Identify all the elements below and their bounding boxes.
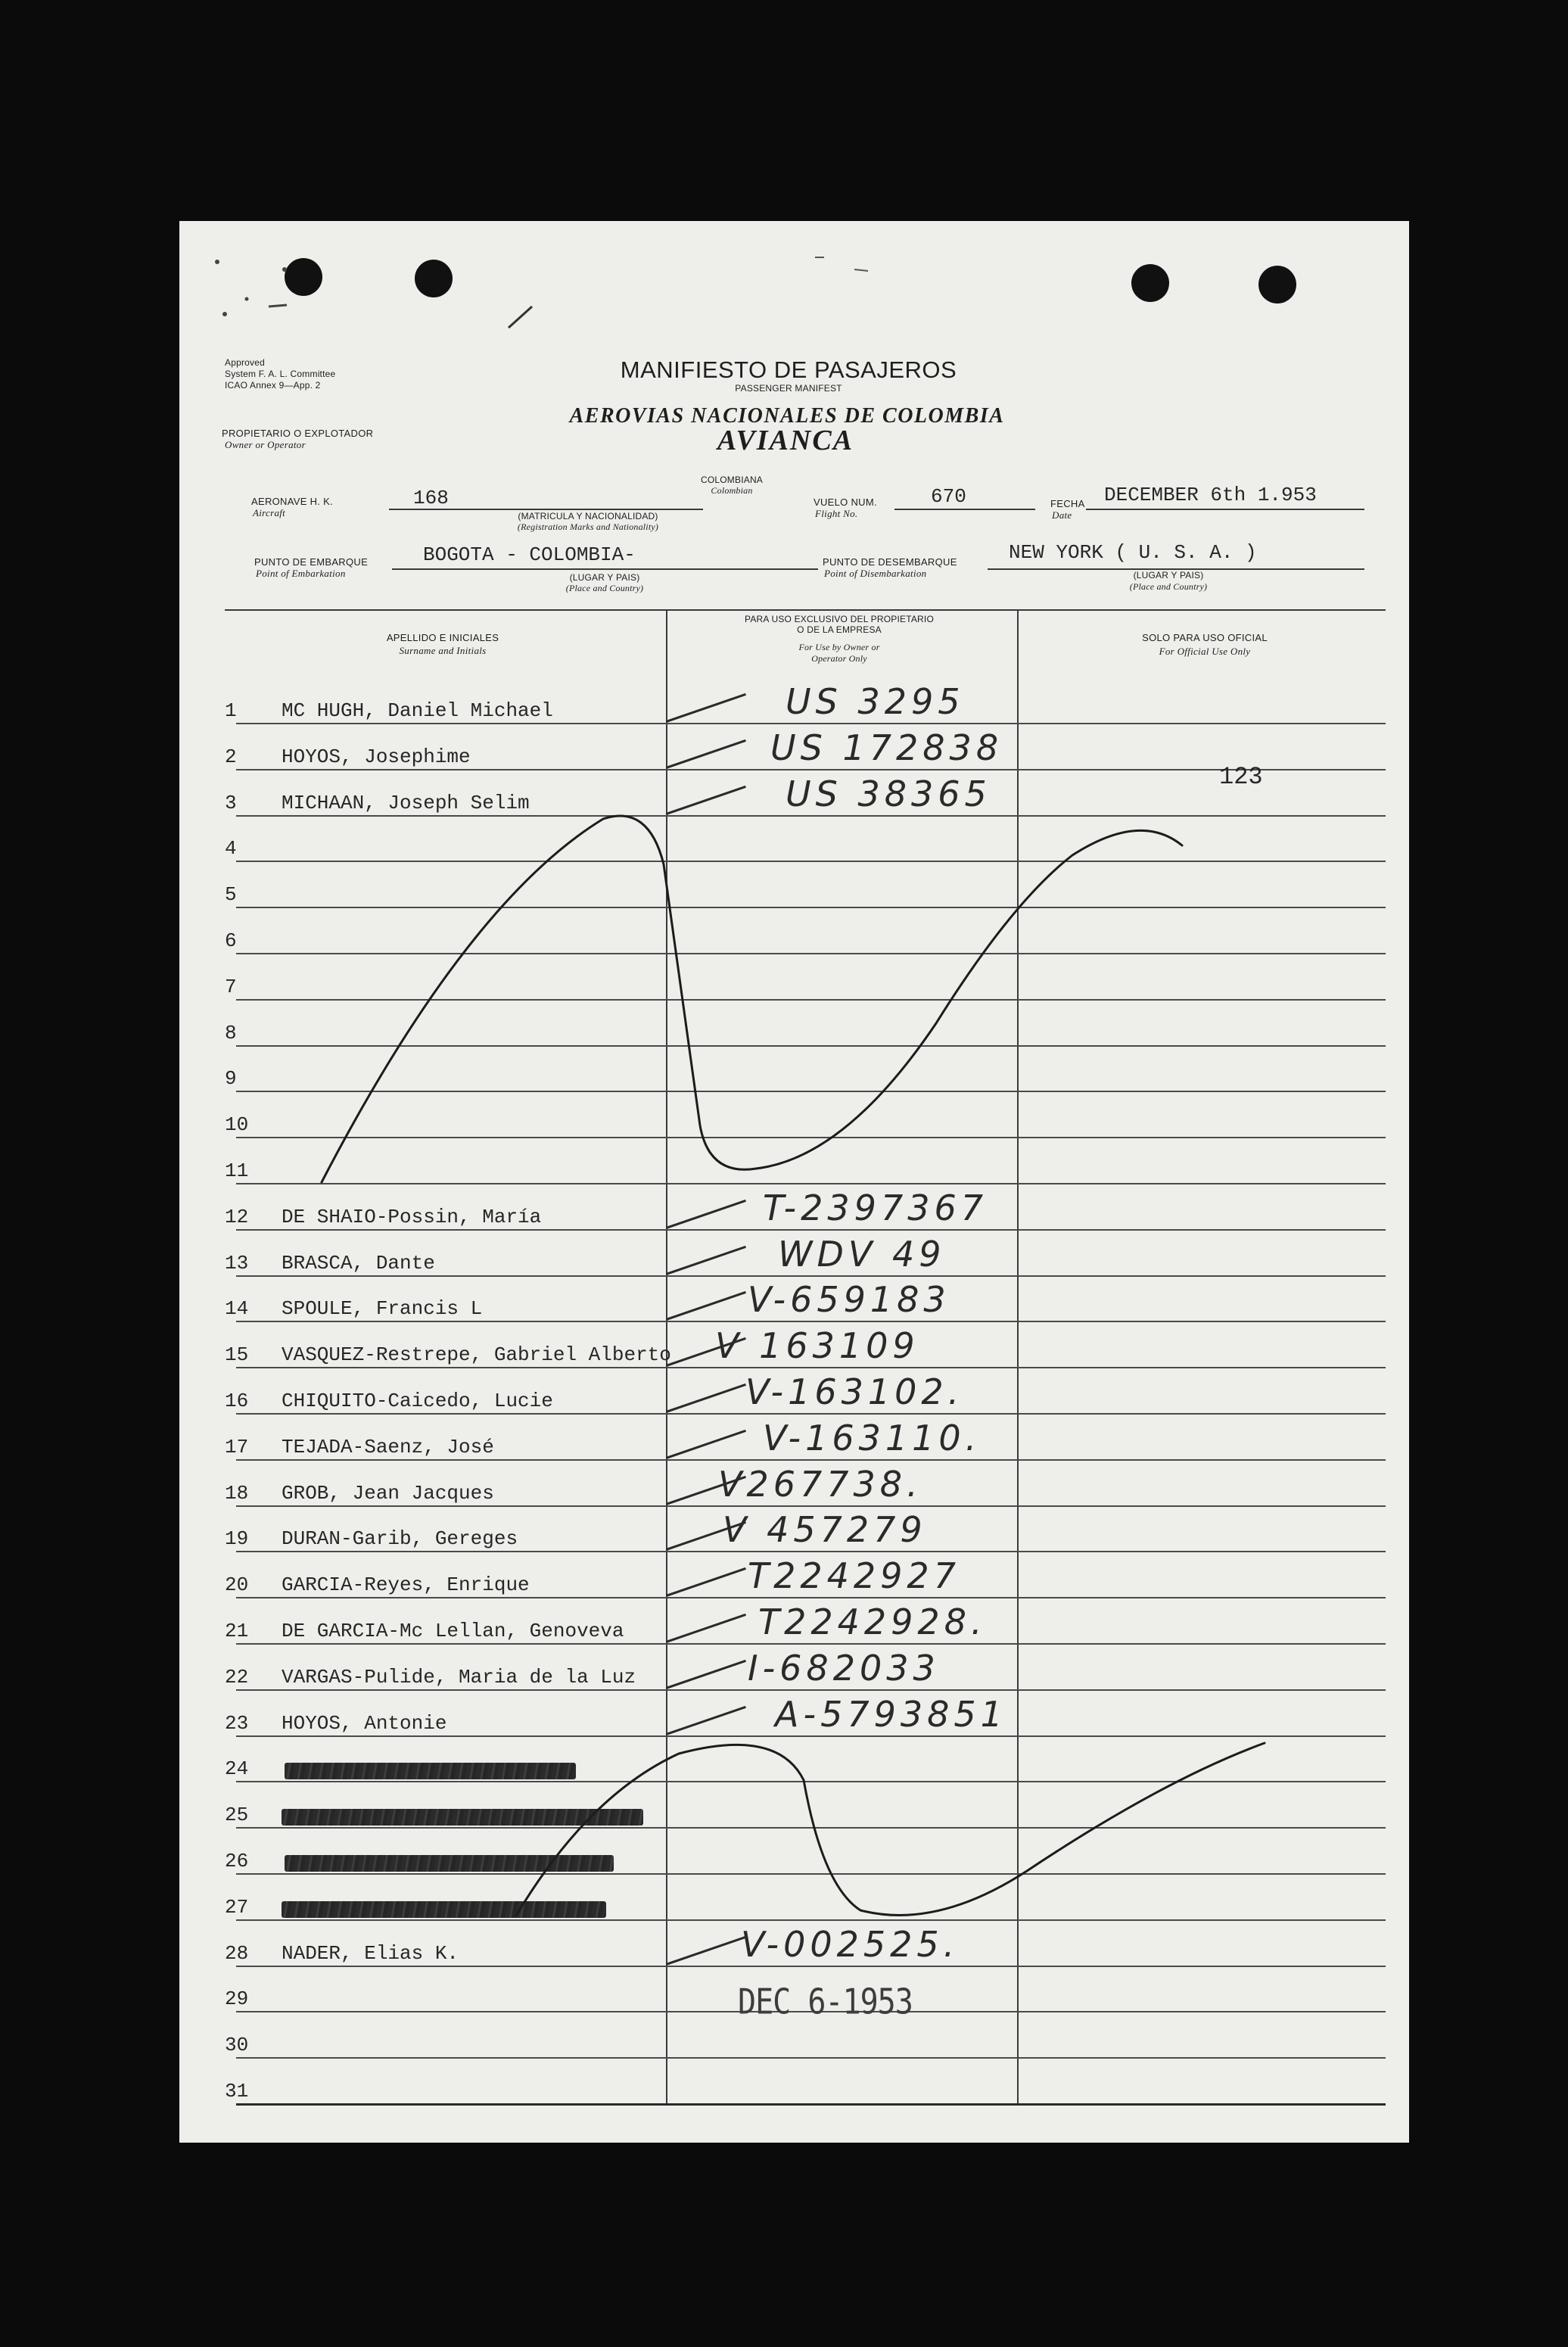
passenger-name: DURAN-Garib, Gereges (282, 1527, 518, 1551)
passport-number: T2242927 (748, 1555, 960, 1597)
column-header-official: SOLO PARA USO OFICIAL (1142, 632, 1268, 643)
row-number: 10 (225, 1113, 249, 1137)
aircraft-label: AERONAVE H. K. (251, 496, 333, 507)
owner-label: PROPIETARIO O EXPLOTADOR (222, 428, 374, 439)
cancellation-strokes (179, 221, 1409, 2143)
approval-line: Approved (225, 357, 265, 368)
passenger-name: HOYOS, Josephime (282, 745, 471, 768)
row-number: 14 (225, 1297, 249, 1321)
row-number: 28 (225, 1941, 249, 1965)
embarkation-label: PUNTO DE EMBARQUE (254, 556, 369, 568)
row-number: 3 (225, 791, 237, 814)
passenger-name: DE SHAIO-Possin, María (282, 1205, 542, 1228)
row-number: 31 (225, 2080, 249, 2103)
row-number: 1 (225, 699, 237, 722)
column-header-owner-use-en: For Use by Owner or (798, 642, 880, 652)
approval-line: System F. A. L. Committee (225, 369, 336, 379)
column-header-owner-use-en: Operator Only (811, 653, 867, 664)
column-header-name: APELLIDO E INICIALES (386, 632, 499, 643)
row-number: 18 (225, 1481, 249, 1505)
row-number: 29 (225, 1987, 249, 2011)
row-number: 6 (225, 929, 237, 952)
embarkation-label-en: Point of Embarkation (256, 568, 346, 579)
nationality-label-en: Colombian (711, 485, 753, 496)
passport-number: T2242928. (758, 1602, 987, 1642)
row-number: 4 (225, 837, 237, 861)
row-number: 27 (225, 1895, 249, 1919)
passenger-name: CHIQUITO-Caicedo, Lucie (282, 1390, 553, 1412)
passport-number: A-5793851 (775, 1693, 1007, 1735)
row-number: 13 (225, 1251, 249, 1275)
embarkation-note-en: (Place and Country) (565, 583, 644, 593)
passport-number: V 163109 (715, 1325, 919, 1367)
row-number: 19 (225, 1527, 249, 1551)
row-number: 20 (225, 1573, 249, 1597)
flight-number-label: VUELO NUM. (814, 496, 877, 508)
row-number: 12 (225, 1205, 249, 1228)
date-label-en: Date (1052, 509, 1072, 521)
aircraft-label-en: Aircraft (253, 507, 286, 518)
passport-number: V-659183 (748, 1279, 950, 1321)
column-header-owner-use: O DE LA EMPRESA (797, 624, 882, 635)
cancel-stroke-lower (516, 1743, 1265, 1916)
row-number: 21 (225, 1620, 249, 1642)
passport-number: US 38365 (786, 773, 991, 814)
passport-number: I-682033 (748, 1647, 940, 1689)
row-number: 16 (225, 1390, 249, 1412)
official-note: 123 (1219, 762, 1263, 791)
date-stamp: DEC 6-1953 (738, 1981, 913, 2022)
passport-number: V267738. (718, 1463, 922, 1505)
row-number: 17 (225, 1435, 249, 1458)
pencil-mark (509, 307, 532, 328)
flight-number-label-en: Flight No. (815, 508, 858, 519)
passport-number: US 172838 (770, 727, 1003, 768)
disembarkation-value: NEW YORK ( U. S. A. ) (1009, 541, 1257, 564)
registration-note-en: (Registration Marks and Nationality) (517, 521, 659, 532)
speck (282, 267, 287, 272)
disembarkation-label: PUNTO DE DESEMBARQUE (823, 556, 957, 568)
passport-number: T-2397367 (763, 1187, 988, 1228)
passenger-name: GARCIA-Reyes, Enrique (282, 1573, 530, 1597)
approval-line: ICAO Annex 9—App. 2 (225, 380, 321, 391)
date-label: FECHA (1050, 498, 1085, 509)
aircraft-value: 168 (413, 487, 449, 509)
row-number: 24 (225, 1757, 249, 1781)
passenger-name: MC HUGH, Daniel Michael (282, 699, 553, 722)
passport-number: V-163102. (745, 1371, 964, 1412)
speck (245, 297, 249, 301)
embarkation-value: BOGOTA - COLOMBIA- (423, 543, 636, 566)
disembarkation-note: (LUGAR Y PAIS) (1133, 570, 1204, 581)
disembarkation-note-en: (Place and Country) (1129, 581, 1208, 592)
passenger-name: HOYOS, Antonie (282, 1711, 447, 1735)
speck (269, 305, 287, 307)
cancel-stroke-upper (322, 816, 1182, 1182)
row-number: 8 (225, 1021, 237, 1044)
row-number: 23 (225, 1711, 249, 1735)
passport-number: V-002525. (741, 1923, 960, 1965)
row-number: 15 (225, 1343, 249, 1367)
passenger-name: GROB, Jean Jacques (282, 1481, 494, 1505)
owner-label-en: Owner or Operator (225, 439, 306, 450)
airline-short-name: AVIANCA (717, 425, 854, 456)
passenger-name: TEJADA-Saenz, José (282, 1435, 494, 1458)
row-number: 30 (225, 2034, 249, 2057)
passport-number: V-163110. (763, 1417, 982, 1458)
row-number: 5 (225, 883, 237, 907)
row-number: 9 (225, 1067, 237, 1091)
row-number: 22 (225, 1665, 249, 1689)
passport-number: V 457279 (723, 1509, 927, 1551)
passenger-name: SPOULE, Francis L (282, 1297, 483, 1321)
nationality-label: COLOMBIANA (700, 475, 764, 485)
passenger-name: DE GARCIA-Mc Lellan, Genoveva (282, 1620, 624, 1642)
manifest-sheet (179, 221, 1409, 2143)
column-header-official-en: For Official Use Only (1159, 646, 1251, 657)
row-number: 26 (225, 1850, 249, 1872)
passport-number: WDV 49 (778, 1233, 946, 1275)
row-number: 2 (225, 745, 237, 768)
passport-number: US 3295 (786, 681, 965, 722)
passenger-name: VARGAS-Pulide, Maria de la Luz (282, 1665, 636, 1689)
row-number: 25 (225, 1804, 249, 1827)
column-header-name-en: Surname and Initials (399, 645, 487, 656)
page-title-en: PASSENGER MANIFEST (735, 383, 842, 394)
speck (222, 312, 227, 316)
embarkation-note: (LUGAR Y PAIS) (569, 572, 640, 583)
passenger-name: BRASCA, Dante (282, 1251, 435, 1275)
passenger-name: VASQUEZ-Restrepe, Gabriel Alberto (282, 1343, 671, 1367)
passenger-name: MICHAAN, Joseph Selim (282, 791, 530, 814)
speck (854, 269, 868, 271)
disembarkation-label-en: Point of Disembarkation (824, 568, 927, 579)
speck (215, 260, 219, 264)
airline-name: AEROVIAS NACIONALES DE COLOMBIA (569, 404, 1005, 428)
page-title: MANIFIESTO DE PASAJEROS (620, 356, 957, 383)
row-number: 7 (225, 975, 237, 998)
row-number: 11 (225, 1159, 249, 1182)
passenger-name: NADER, Elias K. (282, 1941, 459, 1965)
flight-number-value: 670 (931, 485, 966, 508)
registration-note: (MATRICULA Y NACIONALIDAD) (518, 511, 658, 521)
date-value: DECEMBER 6th 1.953 (1104, 484, 1317, 506)
column-header-owner-use: PARA USO EXCLUSIVO DEL PROPIETARIO (745, 614, 934, 624)
